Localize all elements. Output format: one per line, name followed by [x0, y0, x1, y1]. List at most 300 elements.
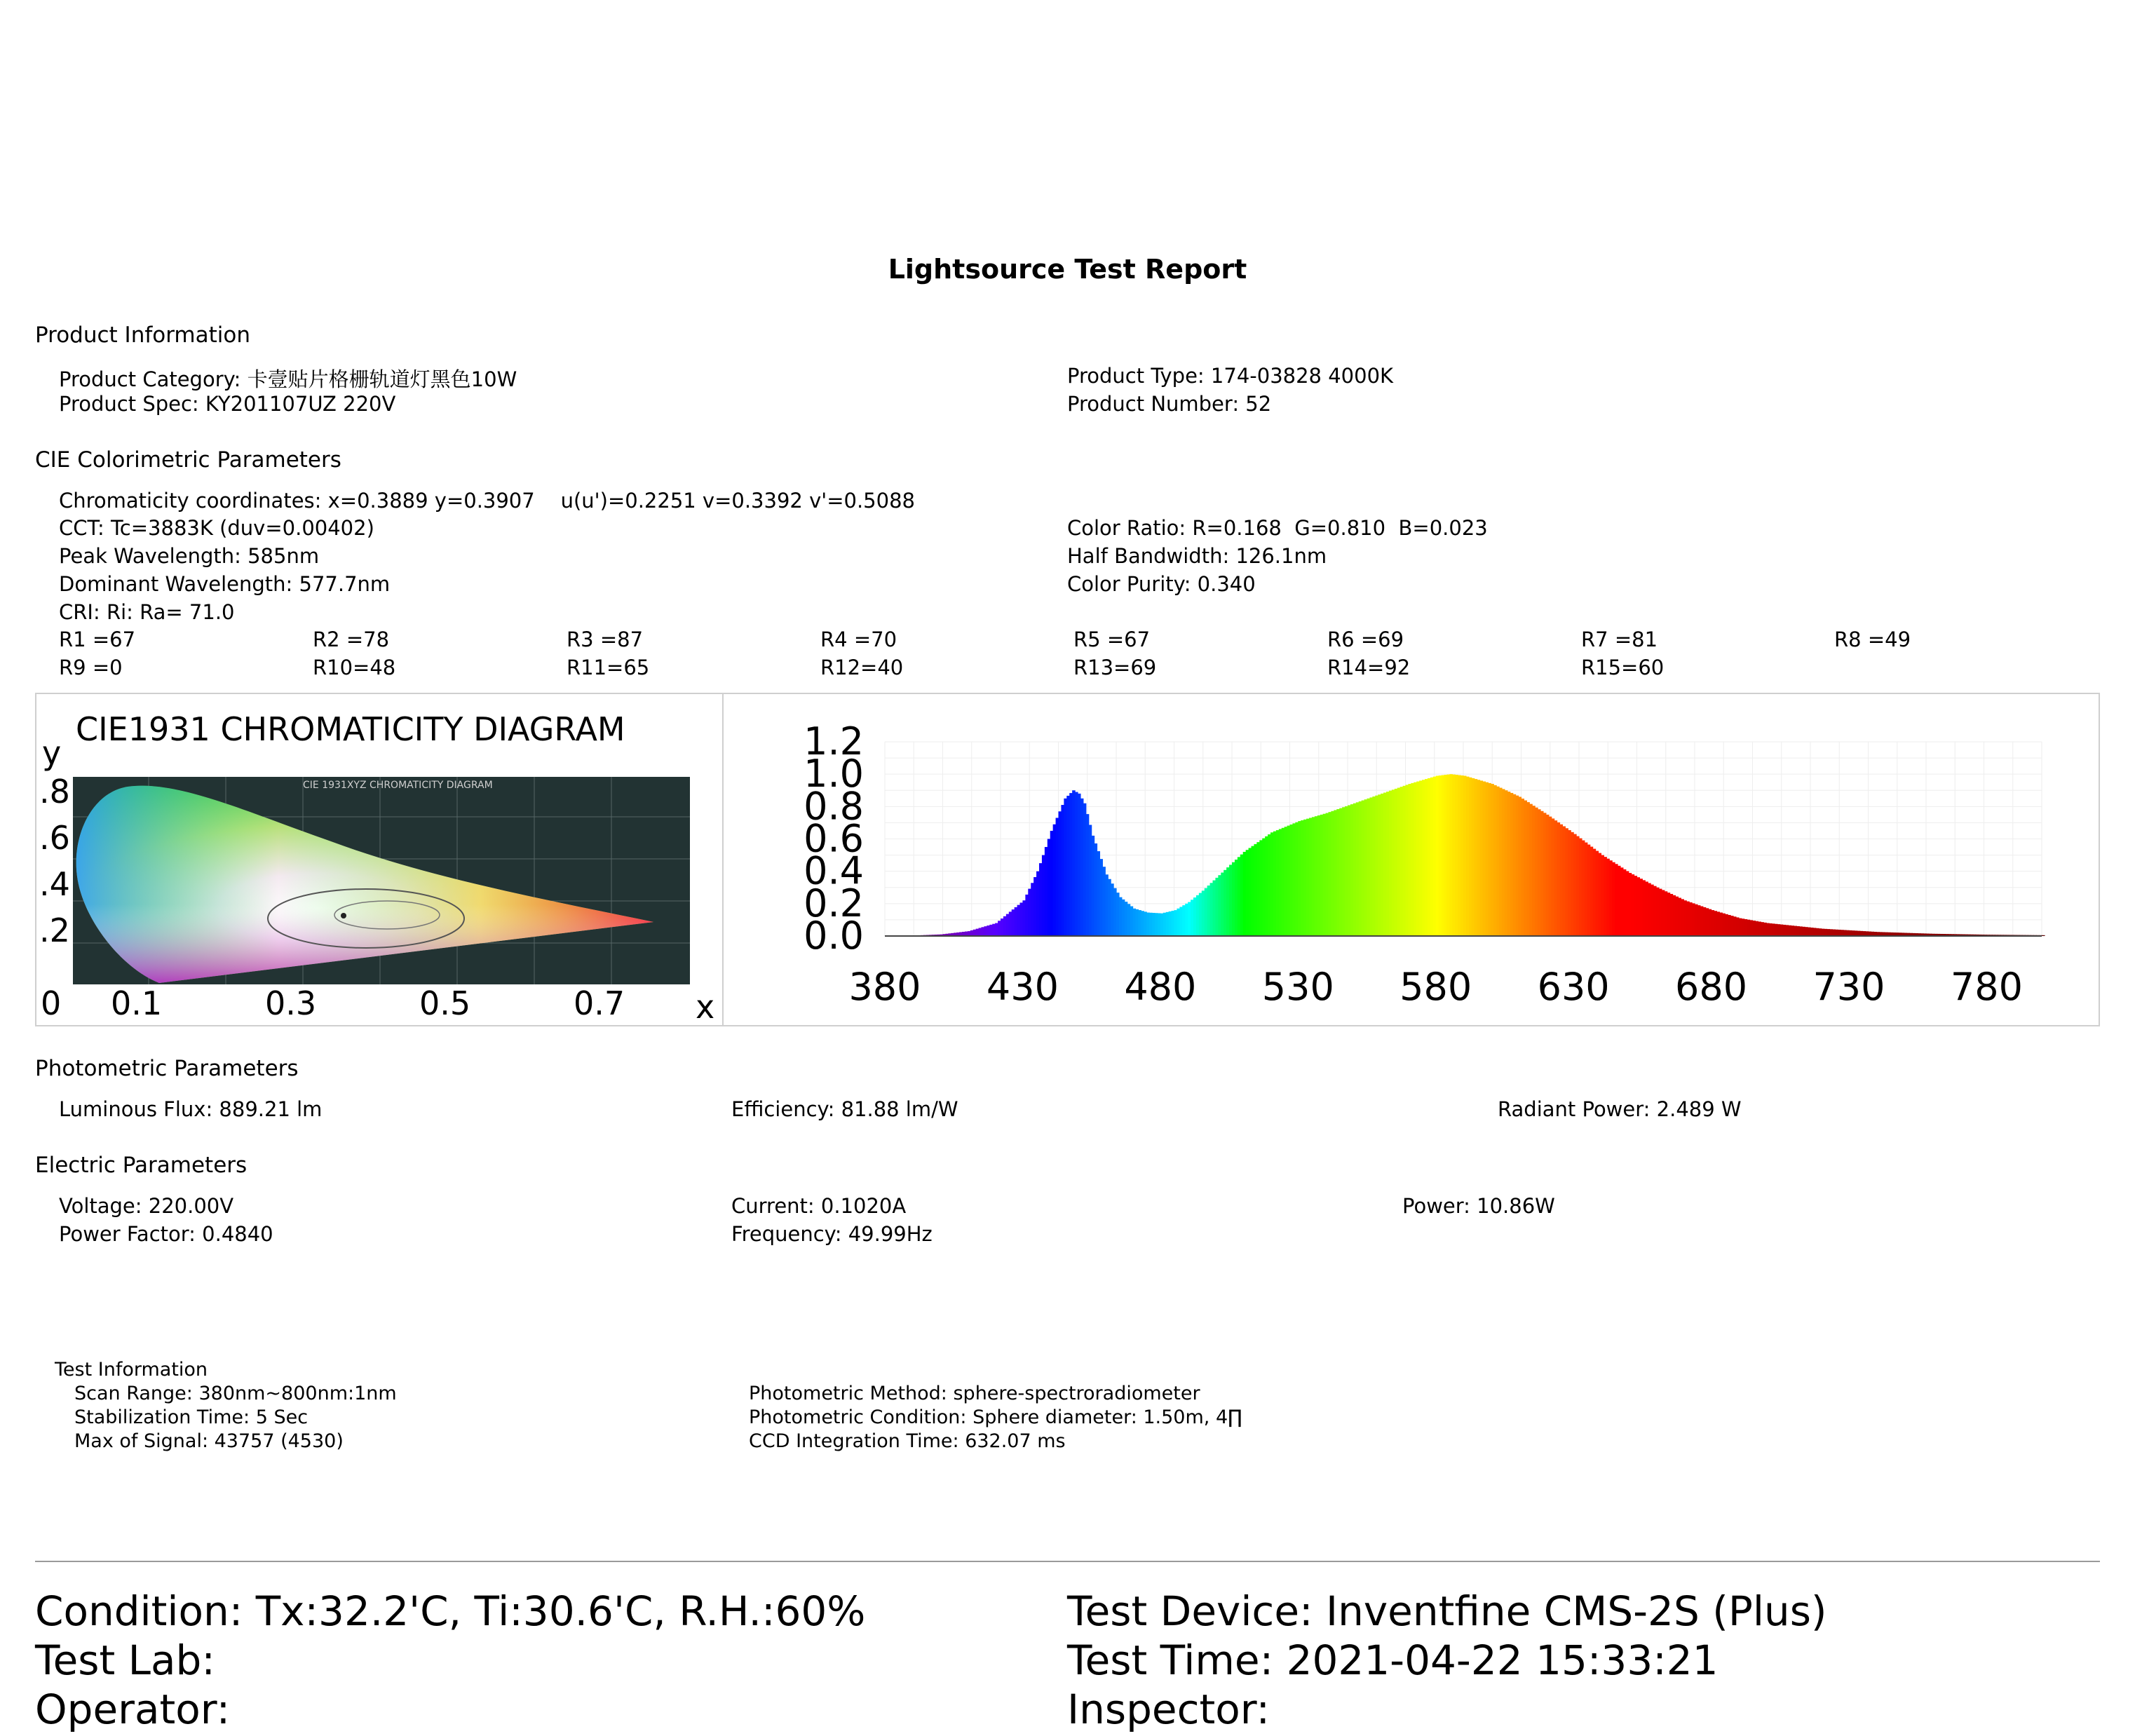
- spectrum-bar: [1576, 836, 1580, 936]
- spectrum-bar: [1819, 928, 1822, 936]
- spectrum-bar: [1582, 841, 1585, 936]
- r-value: R2 =78: [313, 628, 390, 651]
- r-value: R4 =70: [820, 628, 897, 651]
- spectrum-bar: [1510, 793, 1514, 936]
- spectrum-bar: [1676, 897, 1679, 936]
- spectrum-bar: [1249, 848, 1252, 936]
- spectrum-bar: [1623, 869, 1627, 936]
- spectrum-bar: [1179, 907, 1183, 936]
- efficiency: Efficiency: 81.88 lm/W: [731, 1097, 958, 1121]
- spectrum-bar: [1433, 777, 1437, 936]
- spectrum-bar: [1012, 909, 1015, 936]
- spectrum-bar: [1488, 783, 1491, 936]
- spectrum-bar: [1048, 839, 1051, 937]
- cie-x-tick: 0.7: [574, 984, 625, 1022]
- cie-x-tick: 0: [41, 984, 62, 1022]
- spectrum-bar: [1866, 931, 1869, 936]
- r-value: R8 =49: [1834, 628, 1911, 651]
- luminous-flux: Luminous Flux: 889.21 lm: [59, 1097, 323, 1121]
- spectrum-bar: [1852, 930, 1855, 936]
- product-category: Product Category: 卡壹贴片格栅轨道灯黑色10W: [59, 367, 517, 391]
- spectrum-bar: [1538, 809, 1541, 936]
- power: Power: 10.86W: [1402, 1194, 1555, 1218]
- spectrum-bar: [1579, 839, 1582, 936]
- cie-parameters-heading: CIE Colorimetric Parameters: [35, 447, 341, 473]
- spectrum-bar: [1138, 910, 1141, 936]
- spectrum-bar: [1786, 925, 1789, 936]
- footer-operator: Operator:: [35, 1686, 231, 1733]
- spectrum-bar: [1529, 804, 1533, 936]
- spectrum-bar: [1348, 805, 1351, 936]
- spectrum-bar: [1860, 931, 1864, 936]
- spectrum-bar: [1554, 820, 1558, 936]
- spectrum-bar: [1857, 931, 1861, 936]
- spectrum-bar: [1568, 830, 1571, 936]
- voltage: Voltage: 220.00V: [59, 1194, 234, 1218]
- spectrum-bar: [1108, 879, 1111, 936]
- spectrum-bar: [1722, 914, 1726, 936]
- spectrum-bar: [1700, 907, 1704, 936]
- spectrum-bar: [987, 925, 990, 936]
- spectrum-bar: [1493, 785, 1497, 936]
- spectrum-bar: [1125, 902, 1128, 936]
- spectrum-bar: [1562, 826, 1566, 936]
- spectrum-bar: [1273, 832, 1277, 936]
- spectrum-bar: [1078, 794, 1081, 936]
- spectrum-bar: [1673, 895, 1676, 936]
- spectrum-bar: [968, 931, 971, 936]
- spectrum-bar: [1287, 826, 1291, 936]
- spectrum-bar: [1783, 925, 1787, 936]
- spectrum-bar: [1028, 889, 1031, 936]
- spectrum-bar: [1697, 905, 1701, 936]
- product-number: Product Number: 52: [1067, 392, 1272, 416]
- spectrum-bar: [1182, 905, 1186, 936]
- spectrum-bar: [979, 928, 982, 936]
- spectrum-bar: [1022, 900, 1026, 936]
- report-title: Lightsource Test Report: [888, 254, 1247, 285]
- spectrum-bar: [1712, 910, 1715, 936]
- spectrum-bar: [970, 930, 974, 936]
- spectrum-bar: [1763, 923, 1767, 936]
- spectrum-bar: [1695, 904, 1698, 936]
- product-spec: Product Spec: KY201107UZ 220V: [59, 392, 396, 416]
- spectrum-bar: [1092, 836, 1095, 936]
- spectrum-bar: [1442, 775, 1445, 936]
- spectrum-bar: [1458, 775, 1461, 936]
- spectrum-bar: [1207, 886, 1211, 936]
- spectrum-bar: [1334, 810, 1337, 936]
- spectrum-bar: [1796, 926, 1800, 936]
- stabilization-time: Stabilization Time: 5 Sec: [74, 1406, 309, 1428]
- spectrum-bar: [1656, 888, 1660, 936]
- spectrum-bar: [1080, 799, 1084, 936]
- spectrum-bar: [1003, 916, 1007, 936]
- spectrum-bar: [1573, 834, 1577, 936]
- max-signal: Max of Signal: 43757 (4530): [74, 1430, 344, 1452]
- spectrum-bar: [1020, 902, 1024, 936]
- spectrum-bar: [1491, 784, 1494, 936]
- spectrum-bar: [1499, 788, 1503, 936]
- spectrum-bar: [1408, 784, 1411, 936]
- spectrum-bar: [1730, 916, 1734, 936]
- spectrum-bar: [984, 926, 987, 936]
- frequency: Frequency: 49.99Hz: [731, 1222, 933, 1246]
- spectrum-bar: [1196, 895, 1200, 936]
- spectrum-bar: [1841, 930, 1844, 936]
- cie-y-tick: .4: [39, 865, 70, 903]
- spectrum-bar: [1205, 888, 1208, 936]
- spectrum-bar: [1152, 913, 1155, 936]
- spectrum-bar: [1312, 817, 1315, 936]
- spectrum-bar: [1191, 900, 1194, 936]
- color-ratio: Color Ratio: R=0.168 G=0.810 B=0.023: [1067, 516, 1488, 540]
- spectrum-bar: [1017, 905, 1021, 936]
- spectrum-bar: [1224, 870, 1227, 936]
- scan-range: Scan Range: 380nm~800nm:1nm: [74, 1383, 397, 1404]
- spectrum-bar: [1292, 823, 1296, 936]
- y-tick-label: 0.0: [804, 914, 864, 958]
- spectrum-bar: [1403, 786, 1407, 936]
- test-information-heading: Test Information: [55, 1359, 208, 1381]
- spectrum-bar: [1637, 877, 1641, 936]
- spectrum-bar: [1753, 921, 1756, 936]
- cie-y-axis-label: y: [42, 734, 62, 772]
- spectrum-bar: [1392, 789, 1395, 936]
- spectrum-bar: [1519, 796, 1522, 936]
- spectrum-bar: [1667, 893, 1671, 936]
- spectrum-bar: [1659, 889, 1662, 936]
- spectrum-bar: [1389, 791, 1392, 936]
- spectrum-bar: [1651, 885, 1654, 936]
- spectrum-bar: [1827, 929, 1831, 936]
- spectrum-bar: [1632, 874, 1635, 936]
- spectrum-bar: [1835, 930, 1838, 936]
- spectrum-bar: [1105, 874, 1109, 936]
- spectrum-bar: [1303, 820, 1307, 936]
- spectrum-bar: [1122, 900, 1125, 936]
- spectrum-bar: [1350, 804, 1354, 936]
- x-tick-label: 780: [1950, 965, 2023, 1009]
- spectrum-bar: [1185, 904, 1188, 936]
- spectrum-bar: [1425, 779, 1428, 936]
- spectrum-bar: [1238, 857, 1241, 936]
- spectrum-bar: [1540, 811, 1544, 936]
- spectrum-bar: [1306, 819, 1310, 936]
- spectrum-bar: [1791, 925, 1795, 936]
- spectrum-bar: [1240, 855, 1244, 936]
- spectrum-bar: [1824, 929, 1828, 936]
- spectrum-bar: [1813, 928, 1817, 936]
- cie-x-tick: 0.3: [265, 984, 317, 1022]
- spectrum-bar: [1521, 799, 1525, 936]
- spectrum-bar: [1846, 930, 1850, 936]
- spectrum-bar: [1039, 863, 1043, 936]
- spectrum-bar: [1653, 886, 1657, 936]
- photometric-condition: Photometric Condition: Sphere diameter: 1.50m, 4∏: [749, 1406, 1242, 1428]
- spectrum-bar: [1172, 911, 1175, 936]
- cie-y-tick: .8: [39, 773, 70, 811]
- spectrum-bar: [1822, 929, 1825, 936]
- spectrum-bar: [1254, 844, 1257, 936]
- spectrum-bar: [1199, 893, 1202, 936]
- spectrum-bar: [1709, 909, 1712, 936]
- spectrum-bar: [1805, 927, 1808, 936]
- x-tick-label: 530: [1261, 965, 1334, 1009]
- spectrum-bar: [1615, 864, 1618, 936]
- spectrum-bar: [1270, 832, 1274, 936]
- spectrum-bar: [1320, 815, 1324, 936]
- spectrum-bar: [1830, 929, 1834, 936]
- spectrum-bar: [1381, 794, 1384, 936]
- spectrum-bar: [1119, 897, 1123, 936]
- spectrum-bar: [1406, 785, 1409, 936]
- spectrum-bar: [1177, 909, 1180, 936]
- spectrum-bar: [1268, 834, 1271, 936]
- x-tick-label: 630: [1537, 965, 1610, 1009]
- y-tick-label: 0.6: [804, 816, 864, 861]
- cie-diagram-panel: [35, 693, 724, 1026]
- spectrum-bar: [1279, 829, 1282, 936]
- spectrum-bar: [1449, 774, 1453, 936]
- spectrum-bar: [1780, 925, 1784, 936]
- spectrum-bar: [1446, 775, 1450, 936]
- spectrum-bar: [1298, 821, 1301, 936]
- spectrum-bar: [1496, 787, 1500, 936]
- spectrum-bar: [1295, 822, 1299, 936]
- spectrum-bar: [1163, 913, 1167, 936]
- spectrum-bar: [1006, 914, 1010, 936]
- spectrum-bar: [1372, 796, 1376, 936]
- spectrum-bar: [1794, 926, 1797, 936]
- spectrum-bar: [1111, 883, 1114, 936]
- spectrum-bar: [1750, 920, 1754, 936]
- spectrum-bar: [1642, 880, 1646, 936]
- spectrum-bar: [1127, 904, 1131, 936]
- spectrum-bar: [1146, 913, 1150, 936]
- spectrum-bar: [1042, 855, 1045, 936]
- spectrum-bar: [1648, 883, 1651, 936]
- cie-y-tick: .2: [39, 911, 70, 949]
- spectrum-bar: [1665, 891, 1668, 936]
- spectrum-bar: [1001, 918, 1004, 936]
- spectrum-bar: [1863, 931, 1866, 936]
- spectrum-bar: [1789, 925, 1792, 936]
- spectrum-chart-panel: [722, 693, 2100, 1026]
- y-tick-label: 1.0: [804, 752, 864, 796]
- spectrum-bar: [1229, 864, 1233, 936]
- spectrum-bar: [1549, 817, 1552, 936]
- spectrum-bar: [1158, 913, 1161, 936]
- spectrum-bar: [1276, 830, 1280, 936]
- spectrum-bar: [1072, 790, 1076, 936]
- spectrum-bar: [1235, 860, 1238, 936]
- spectrum-bar: [1369, 797, 1373, 936]
- footer-test-time: Test Time: 2021-04-22 15:33:21: [1067, 1636, 1719, 1684]
- spectrum-bar: [1634, 876, 1638, 936]
- spectrum-bar: [1362, 801, 1365, 936]
- spectrum-bar: [1855, 930, 1858, 936]
- spectrum-bar: [1838, 930, 1841, 936]
- footer-test-device: Test Device: Inventfine CMS-2S (Plus): [1067, 1587, 1827, 1635]
- spectrum-bar: [1259, 840, 1263, 936]
- spectrum-bar: [1166, 912, 1170, 936]
- spectrum-bar: [1086, 814, 1090, 936]
- spectrum-bar: [1601, 855, 1604, 936]
- cie-diagram-title: CIE1931 CHROMATICITY DIAGRAM: [76, 710, 625, 748]
- spectrum-bar: [1326, 813, 1329, 936]
- r-value: R1 =67: [59, 628, 136, 651]
- cie-y-tick: .6: [39, 819, 70, 857]
- spectrum-bar: [1213, 881, 1216, 936]
- cie-x-tick: 0.5: [419, 984, 471, 1022]
- x-tick-label: 680: [1675, 965, 1748, 1009]
- spectrum-bar: [1480, 780, 1484, 936]
- spectrum-bar: [1560, 825, 1564, 936]
- spectrum-bar: [1174, 910, 1178, 936]
- spectrum-bar: [1210, 883, 1214, 936]
- spectrum-bar: [982, 927, 985, 936]
- spectrum-bar: [1359, 801, 1362, 936]
- spectrum-bar: [1728, 915, 1731, 936]
- product-type: Product Type: 174-03828 4000K: [1067, 364, 1394, 388]
- spectrum-bar: [1596, 851, 1599, 936]
- cie-x-axis-label: x: [696, 988, 715, 1025]
- x-tick-label: 730: [1812, 965, 1885, 1009]
- spectrum-bar: [1015, 907, 1018, 936]
- spectrum-bar: [1315, 816, 1318, 936]
- r-value: R7 =81: [1581, 628, 1658, 651]
- x-tick-label: 580: [1399, 965, 1472, 1009]
- spectrum-bar: [1689, 902, 1693, 936]
- spectrum-bar: [1761, 922, 1764, 936]
- spectrum-bar: [1810, 928, 1814, 936]
- spectrum-bar: [1430, 778, 1434, 936]
- spectrum-bar: [1345, 806, 1348, 936]
- spectrum-bar: [1816, 928, 1819, 936]
- spectrum-bar: [995, 923, 998, 936]
- footer-test-lab: Test Lab:: [35, 1636, 215, 1684]
- spectrum-bar: [1587, 845, 1591, 936]
- spectrum-bar: [1331, 811, 1334, 936]
- spectrum-bar: [1188, 902, 1191, 936]
- spectrum-bar: [1719, 913, 1723, 936]
- spectrum-bar: [1662, 890, 1665, 936]
- cie-x-tick: 0.1: [111, 984, 163, 1022]
- cie-inner-caption: CIE 1931XYZ CHROMATICITY DIAGRAM: [303, 780, 493, 791]
- spectrum-bar: [1339, 808, 1343, 936]
- spectrum-bar: [1703, 907, 1707, 936]
- spectrum-bar: [1439, 775, 1442, 936]
- spectrum-bar: [1285, 827, 1288, 936]
- spectrum-bar: [1742, 918, 1745, 936]
- spectrum-bar: [1460, 775, 1464, 936]
- spectrum-bar: [1009, 911, 1012, 936]
- spectrum-bar: [1059, 811, 1062, 936]
- spectrum-bar: [1356, 802, 1360, 936]
- spectrum-bar: [1535, 808, 1538, 936]
- spectrum-bar: [1416, 782, 1420, 936]
- radiant-power: Radiant Power: 2.489 W: [1498, 1097, 1742, 1121]
- spectrum-bar: [1025, 895, 1029, 936]
- spectrum-bar: [1094, 843, 1098, 936]
- spectrum-bar: [1455, 775, 1458, 936]
- spectrum-bar: [1552, 818, 1555, 936]
- footer-divider: [35, 1561, 2100, 1562]
- r-value: R15=60: [1581, 656, 1665, 679]
- spectrum-bar: [1775, 924, 1778, 936]
- spectrum-bar: [1736, 917, 1740, 936]
- spectrum-bar: [1505, 790, 1508, 936]
- spectrum-bar: [1444, 775, 1448, 936]
- spectrum-bar: [1772, 923, 1775, 936]
- y-tick-label: 0.8: [804, 784, 864, 829]
- spectrum-bar: [1808, 928, 1811, 936]
- spectrum-bar: [1475, 779, 1478, 936]
- cie-diagram: [36, 694, 722, 1025]
- spectrum-bar: [1329, 812, 1332, 936]
- spectrum-bar: [1419, 780, 1423, 936]
- y-tick-label: 0.2: [804, 881, 864, 925]
- spectrum-bar: [1149, 913, 1153, 936]
- spectrum-bar: [1033, 877, 1037, 936]
- spectrum-bar: [1342, 807, 1346, 936]
- spectrum-bar: [1411, 783, 1414, 936]
- r-value: R13=69: [1073, 656, 1157, 679]
- spectrum-bar: [1064, 799, 1067, 936]
- spectrum-bar: [1832, 930, 1836, 936]
- footer-condition: Condition: Tx:32.2'C, Ti:30.6'C, R.H.:60%: [35, 1587, 866, 1635]
- spectrum-bar: [1716, 911, 1720, 936]
- spectrum-bar: [1590, 847, 1594, 936]
- spectrum-bar: [1477, 780, 1481, 936]
- spectrum-bar: [1383, 792, 1387, 936]
- spectrum-bar: [1066, 796, 1070, 936]
- spectrum-x-axis: [848, 965, 2023, 1009]
- spectrum-bar: [1609, 860, 1613, 936]
- spectrum-y-axis: [804, 719, 864, 958]
- spectrum-bar: [1056, 818, 1059, 936]
- spectrum-bar: [1155, 913, 1158, 936]
- spectrum-bar: [1516, 796, 1519, 936]
- spectrum-bar: [1141, 911, 1144, 936]
- spectrum-bar: [1061, 805, 1064, 936]
- spectrum-bar: [1036, 872, 1040, 936]
- spectrum-bar: [1218, 875, 1221, 936]
- spectrum-bar: [1618, 866, 1621, 936]
- spectrum-bar: [1670, 894, 1674, 936]
- spectrum-bar: [1532, 806, 1536, 936]
- spectrum-bar: [1378, 794, 1381, 936]
- spectrum-bar: [1802, 927, 1805, 936]
- r-value: R11=65: [567, 656, 650, 679]
- spectrum-bar: [1472, 778, 1475, 936]
- spectrum-bar: [1714, 911, 1718, 936]
- x-tick-label: 480: [1124, 965, 1197, 1009]
- spectrum-bar: [1612, 862, 1615, 936]
- spectrum-bar: [1414, 782, 1417, 936]
- r-value: R3 =87: [567, 628, 644, 651]
- spectrum-bar: [1849, 930, 1852, 936]
- spectrum-bar: [1606, 859, 1610, 936]
- spectrum-bar: [1758, 921, 1761, 936]
- spectrum-bar: [1232, 862, 1235, 936]
- spectrum-bar: [1507, 792, 1511, 936]
- spectrum-bar: [1725, 914, 1728, 936]
- spectrum-bar: [1136, 909, 1139, 936]
- cct-value: CCT: Tc=3883K (duv=0.00402): [59, 516, 374, 540]
- spectrum-bar: [1777, 924, 1781, 936]
